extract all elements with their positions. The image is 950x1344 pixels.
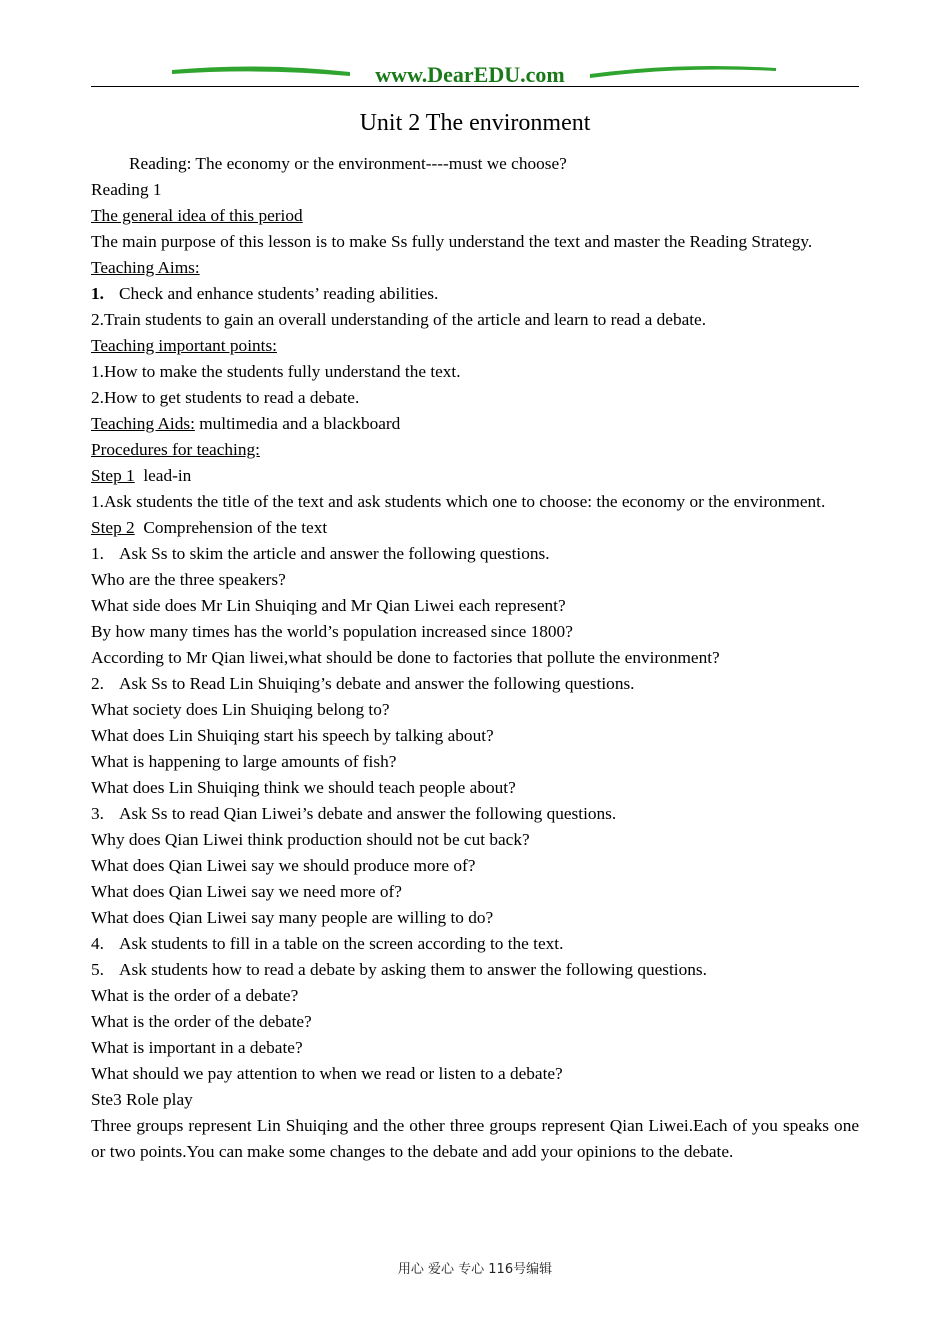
step2-question — [91, 697, 859, 723]
step2-question — [91, 983, 859, 1009]
item-text: What does Lin Shuiqing think we should teach people about? — [91, 778, 516, 797]
item-text: What is the order of the debate? — [91, 1012, 312, 1031]
item-text: What is important in a debate? — [91, 1038, 303, 1057]
aim-number: 1. — [91, 284, 104, 303]
item-text: By how many times has the world’s population increased since 1800? — [91, 622, 573, 641]
item-text: Ask students to fill in a table on the screen according to the text. — [119, 934, 564, 953]
step2-question — [91, 749, 859, 775]
aim-item — [91, 307, 859, 333]
step2-title: Comprehension of the text — [134, 518, 328, 537]
step1-heading — [91, 463, 859, 489]
item-text: Ask Ss to Read Lin Shuiqing’s debate and answer the following questions. — [119, 674, 635, 693]
item-text: What is happening to large amounts of fish? — [91, 752, 397, 771]
procedures-heading-text: Procedures for teaching: — [91, 440, 260, 459]
step2-question — [91, 1061, 859, 1087]
item-text: Ask Ss to read Qian Liwei’s debate and answer the following questions. — [119, 804, 617, 823]
document-body — [91, 151, 859, 1165]
step2-question — [91, 619, 859, 645]
subtitle: Reading: The economy or the environment----must we choose? — [129, 154, 567, 173]
point-item: 2.How to get students to read a debate. — [91, 388, 360, 407]
step2-question — [91, 775, 859, 801]
general-idea-heading-text: The general idea of this period — [91, 206, 303, 225]
period-label: Reading 1 — [91, 180, 162, 199]
step2-list — [91, 541, 859, 1087]
item-number: 5. — [91, 960, 104, 979]
step2-question — [91, 723, 859, 749]
item-text: What does Qian Liwei say we should produce more of? — [91, 856, 476, 875]
item-text: Who are the three speakers? — [91, 570, 286, 589]
dearedu-logo — [170, 60, 780, 90]
step2-numbered-item — [91, 541, 859, 567]
page-footer: 用心 爱心 专心 116号编辑 — [397, 1262, 553, 1277]
aims-heading — [91, 255, 859, 281]
step2-heading — [91, 515, 859, 541]
step2-question — [91, 1009, 859, 1035]
item-text: What society does Lin Shuiqing belong to? — [91, 700, 390, 719]
step2-question — [91, 1035, 859, 1061]
step1-text: 1.Ask students the title of the text and ask students which one to choose: the economy or the environment. — [91, 492, 826, 511]
right-swoosh — [590, 66, 776, 78]
item-text: Ask Ss to skim the article and answer the following questions. — [119, 544, 550, 563]
point-item: 1.How to make the students fully understand the text. — [91, 362, 461, 381]
item-text: Ask students how to read a debate by asking them to answer the following questions. — [119, 960, 707, 979]
points-heading — [91, 333, 859, 359]
general-idea-text: The main purpose of this lesson is to make Ss fully understand the text and master the Reading Strategy. — [91, 232, 813, 251]
item-text: What should we pay attention to when we read or listen to a debate? — [91, 1064, 563, 1083]
page-header — [0, 60, 950, 90]
aim-text: Check and enhance students’ reading abilities. — [119, 284, 439, 303]
aims-heading-text: Teaching Aims: — [91, 258, 200, 277]
step2-question — [91, 879, 859, 905]
step2-numbered-item — [91, 671, 859, 697]
step2-question — [91, 593, 859, 619]
step2-question — [91, 827, 859, 853]
aim-item — [91, 281, 859, 307]
general-idea-heading — [91, 203, 859, 229]
step3-text: Three groups represent Lin Shuiqing and the other three groups represent Qian Liwei.Each of you speaks one or two points.You can make some changes to the debate and add your opinions to the debate. — [91, 1116, 859, 1161]
aim-text: 2.Train students to gain an overall understanding of the article and learn to read a debate. — [91, 310, 707, 329]
item-number: 3. — [91, 804, 104, 823]
aids-heading: Teaching Aids: — [91, 414, 195, 433]
item-text: According to Mr Qian liwei,what should be done to factories that pollute the environment? — [91, 648, 720, 667]
step2-question — [91, 645, 859, 671]
item-text: Why does Qian Liwei think production should not be cut back? — [91, 830, 530, 849]
points-heading-text: Teaching important points: — [91, 336, 277, 355]
item-text: What is the order of a debate? — [91, 986, 299, 1005]
step2-numbered-item — [91, 801, 859, 827]
item-number: 1. — [91, 544, 104, 563]
item-text: What does Qian Liwei say many people are willing to do? — [91, 908, 494, 927]
aids-line — [91, 411, 859, 437]
step3-heading: Ste3 Role play — [91, 1090, 193, 1109]
aids-text: multimedia and a blackboard — [194, 414, 401, 433]
item-text: What side does Mr Lin Shuiqing and Mr Qian Liwei each represent? — [91, 596, 566, 615]
step2-question — [91, 905, 859, 931]
step2-question — [91, 567, 859, 593]
step1-title: lead-in — [134, 466, 192, 485]
procedures-heading — [91, 437, 859, 463]
logo-text: www.DearEDU.com — [375, 62, 565, 87]
step2-question — [91, 853, 859, 879]
step2-numbered-item — [91, 931, 859, 957]
step1-label: Step 1 — [91, 466, 135, 485]
step2-numbered-item — [91, 957, 859, 983]
item-text: What does Qian Liwei say we need more of? — [91, 882, 402, 901]
step2-label: Step 2 — [91, 518, 135, 537]
left-swoosh — [172, 66, 350, 76]
item-number: 4. — [91, 934, 104, 953]
item-number: 2. — [91, 674, 104, 693]
item-text: What does Lin Shuiqing start his speech by talking about? — [91, 726, 494, 745]
document-title: Unit 2 The environment — [359, 110, 591, 136]
